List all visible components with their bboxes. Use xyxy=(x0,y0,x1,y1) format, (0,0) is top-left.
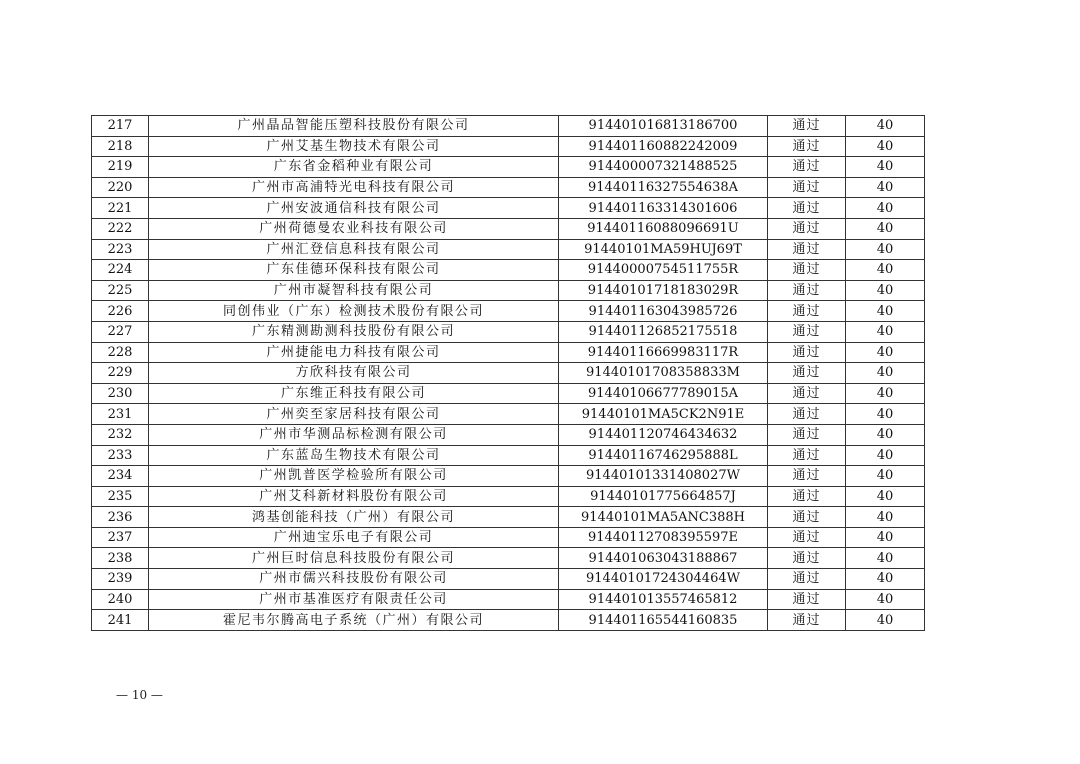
table-row xyxy=(92,548,925,569)
credit-code-cell: 914401126852175518 xyxy=(559,321,768,342)
credit-code-cell: 914400007321488525 xyxy=(559,157,768,178)
score-cell: 40 xyxy=(846,569,925,590)
table-row xyxy=(92,177,925,198)
company-name-cell: 广州奕至家居科技有限公司 xyxy=(149,404,559,425)
company-name-cell: 广州市基准医疗有限责任公司 xyxy=(149,589,559,610)
credit-code-cell: 91440101MA59HUJ69T xyxy=(559,239,768,260)
credit-code-cell: 91440116327554638A xyxy=(559,177,768,198)
result-cell: 通过 xyxy=(768,239,846,260)
company-name-cell: 广东佳德环保科技有限公司 xyxy=(149,260,559,281)
score-cell: 40 xyxy=(846,445,925,466)
credit-code-cell: 91440106677789015A xyxy=(559,383,768,404)
company-name-cell: 方欣科技有限公司 xyxy=(149,363,559,384)
company-name-cell: 广州晶品智能压塑科技股份有限公司 xyxy=(149,116,559,137)
row-number-cell: 225 xyxy=(92,280,149,301)
row-number-cell: 227 xyxy=(92,321,149,342)
result-cell: 通过 xyxy=(768,321,846,342)
result-cell: 通过 xyxy=(768,527,846,548)
row-number-cell: 233 xyxy=(92,445,149,466)
score-cell: 40 xyxy=(846,424,925,445)
result-cell: 通过 xyxy=(768,116,846,137)
result-cell: 通过 xyxy=(768,342,846,363)
score-cell: 40 xyxy=(846,260,925,281)
result-cell: 通过 xyxy=(768,589,846,610)
row-number-cell: 239 xyxy=(92,569,149,590)
company-name-cell: 广州市儒兴科技股份有限公司 xyxy=(149,569,559,590)
company-name-cell: 广州市高浦特光电科技有限公司 xyxy=(149,177,559,198)
result-cell: 通过 xyxy=(768,424,846,445)
score-cell: 40 xyxy=(846,198,925,219)
row-number-cell: 240 xyxy=(92,589,149,610)
company-name-cell: 广州凯普医学检验所有限公司 xyxy=(149,466,559,487)
company-list-table xyxy=(91,115,925,631)
row-number-cell: 234 xyxy=(92,466,149,487)
table-row xyxy=(92,527,925,548)
result-cell: 通过 xyxy=(768,548,846,569)
row-number-cell: 221 xyxy=(92,198,149,219)
score-cell: 40 xyxy=(846,548,925,569)
row-number-cell: 217 xyxy=(92,116,149,137)
score-cell: 40 xyxy=(846,301,925,322)
table-row xyxy=(92,198,925,219)
result-cell: 通过 xyxy=(768,301,846,322)
credit-code-cell: 91440101MA5ANC388H xyxy=(559,507,768,528)
table-row xyxy=(92,486,925,507)
score-cell: 40 xyxy=(846,321,925,342)
result-cell: 通过 xyxy=(768,404,846,425)
score-cell: 40 xyxy=(846,239,925,260)
credit-code-cell: 914401160882242009 xyxy=(559,136,768,157)
row-number-cell: 232 xyxy=(92,424,149,445)
table-row xyxy=(92,404,925,425)
credit-code-cell: 91440101718183029R xyxy=(559,280,768,301)
score-cell: 40 xyxy=(846,507,925,528)
score-cell: 40 xyxy=(846,177,925,198)
company-name-cell: 广州艾科新材料股份有限公司 xyxy=(149,486,559,507)
row-number-cell: 222 xyxy=(92,218,149,239)
table-row xyxy=(92,260,925,281)
score-cell: 40 xyxy=(846,383,925,404)
company-name-cell: 广东蓝岛生物技术有限公司 xyxy=(149,445,559,466)
result-cell: 通过 xyxy=(768,218,846,239)
table-row xyxy=(92,383,925,404)
credit-code-cell: 91440101MA5CK2N91E xyxy=(559,404,768,425)
table-row xyxy=(92,589,925,610)
score-cell: 40 xyxy=(846,157,925,178)
table-row xyxy=(92,301,925,322)
row-number-cell: 235 xyxy=(92,486,149,507)
company-name-cell: 广州捷能电力科技有限公司 xyxy=(149,342,559,363)
credit-code-cell: 914401165544160835 xyxy=(559,610,768,631)
row-number-cell: 238 xyxy=(92,548,149,569)
credit-code-cell: 91440116669983117R xyxy=(559,342,768,363)
row-number-cell: 224 xyxy=(92,260,149,281)
company-name-cell: 广州安波通信科技有限公司 xyxy=(149,198,559,219)
score-cell: 40 xyxy=(846,218,925,239)
score-cell: 40 xyxy=(846,486,925,507)
row-number-cell: 228 xyxy=(92,342,149,363)
table-row xyxy=(92,610,925,631)
score-cell: 40 xyxy=(846,404,925,425)
page-number: — 10 — xyxy=(116,688,163,702)
company-name-cell: 广州汇登信息科技有限公司 xyxy=(149,239,559,260)
result-cell: 通过 xyxy=(768,507,846,528)
credit-code-cell: 914401163314301606 xyxy=(559,198,768,219)
credit-code-cell: 914401013557465812 xyxy=(559,589,768,610)
result-cell: 通过 xyxy=(768,383,846,404)
company-name-cell: 广州艾基生物技术有限公司 xyxy=(149,136,559,157)
row-number-cell: 237 xyxy=(92,527,149,548)
result-cell: 通过 xyxy=(768,260,846,281)
score-cell: 40 xyxy=(846,466,925,487)
score-cell: 40 xyxy=(846,610,925,631)
table-row xyxy=(92,239,925,260)
credit-code-cell: 914401016813186700 xyxy=(559,116,768,137)
table-row xyxy=(92,466,925,487)
table-row xyxy=(92,424,925,445)
score-cell: 40 xyxy=(846,589,925,610)
table-row xyxy=(92,218,925,239)
result-cell: 通过 xyxy=(768,569,846,590)
company-name-cell: 广州巨时信息科技股份有限公司 xyxy=(149,548,559,569)
score-cell: 40 xyxy=(846,280,925,301)
score-cell: 40 xyxy=(846,342,925,363)
row-number-cell: 229 xyxy=(92,363,149,384)
table-row xyxy=(92,507,925,528)
company-name-cell: 鸿基创能科技（广州）有限公司 xyxy=(149,507,559,528)
company-name-cell: 广州荷德曼农业科技有限公司 xyxy=(149,218,559,239)
company-name-cell: 广东维正科技有限公司 xyxy=(149,383,559,404)
result-cell: 通过 xyxy=(768,280,846,301)
credit-code-cell: 91440116088096691U xyxy=(559,218,768,239)
result-cell: 通过 xyxy=(768,136,846,157)
company-name-cell: 同创伟业（广东）检测技术股份有限公司 xyxy=(149,301,559,322)
result-cell: 通过 xyxy=(768,610,846,631)
table-row xyxy=(92,342,925,363)
row-number-cell: 226 xyxy=(92,301,149,322)
result-cell: 通过 xyxy=(768,157,846,178)
row-number-cell: 230 xyxy=(92,383,149,404)
row-number-cell: 219 xyxy=(92,157,149,178)
company-name-cell: 广州市凝智科技有限公司 xyxy=(149,280,559,301)
row-number-cell: 236 xyxy=(92,507,149,528)
company-name-cell: 广州市华测品标检测有限公司 xyxy=(149,424,559,445)
table-row xyxy=(92,280,925,301)
table-body xyxy=(92,116,925,631)
row-number-cell: 231 xyxy=(92,404,149,425)
result-cell: 通过 xyxy=(768,445,846,466)
credit-code-cell: 91440112708395597E xyxy=(559,527,768,548)
row-number-cell: 218 xyxy=(92,136,149,157)
table-row xyxy=(92,445,925,466)
score-cell: 40 xyxy=(846,136,925,157)
credit-code-cell: 914401163043985726 xyxy=(559,301,768,322)
result-cell: 通过 xyxy=(768,198,846,219)
result-cell: 通过 xyxy=(768,363,846,384)
company-name-cell: 广东精测勘测科技股份有限公司 xyxy=(149,321,559,342)
credit-code-cell: 91440101708358833M xyxy=(559,363,768,384)
row-number-cell: 241 xyxy=(92,610,149,631)
result-cell: 通过 xyxy=(768,466,846,487)
result-cell: 通过 xyxy=(768,486,846,507)
company-name-cell: 广东省金稻种业有限公司 xyxy=(149,157,559,178)
row-number-cell: 223 xyxy=(92,239,149,260)
credit-code-cell: 91440101331408027W xyxy=(559,466,768,487)
row-number-cell: 220 xyxy=(92,177,149,198)
table-row xyxy=(92,321,925,342)
company-name-cell: 霍尼韦尔腾高电子系统（广州）有限公司 xyxy=(149,610,559,631)
credit-code-cell: 914401063043188867 xyxy=(559,548,768,569)
credit-code-cell: 91440101724304464W xyxy=(559,569,768,590)
result-cell: 通过 xyxy=(768,177,846,198)
company-name-cell: 广州迪宝乐电子有限公司 xyxy=(149,527,559,548)
table-row xyxy=(92,363,925,384)
table-row xyxy=(92,136,925,157)
credit-code-cell: 91440116746295888L xyxy=(559,445,768,466)
table-row xyxy=(92,116,925,137)
score-cell: 40 xyxy=(846,527,925,548)
table-row xyxy=(92,157,925,178)
credit-code-cell: 914401120746434632 xyxy=(559,424,768,445)
credit-code-cell: 91440101775664857J xyxy=(559,486,768,507)
table-row xyxy=(92,569,925,590)
credit-code-cell: 91440000754511755R xyxy=(559,260,768,281)
score-cell: 40 xyxy=(846,363,925,384)
score-cell: 40 xyxy=(846,116,925,137)
